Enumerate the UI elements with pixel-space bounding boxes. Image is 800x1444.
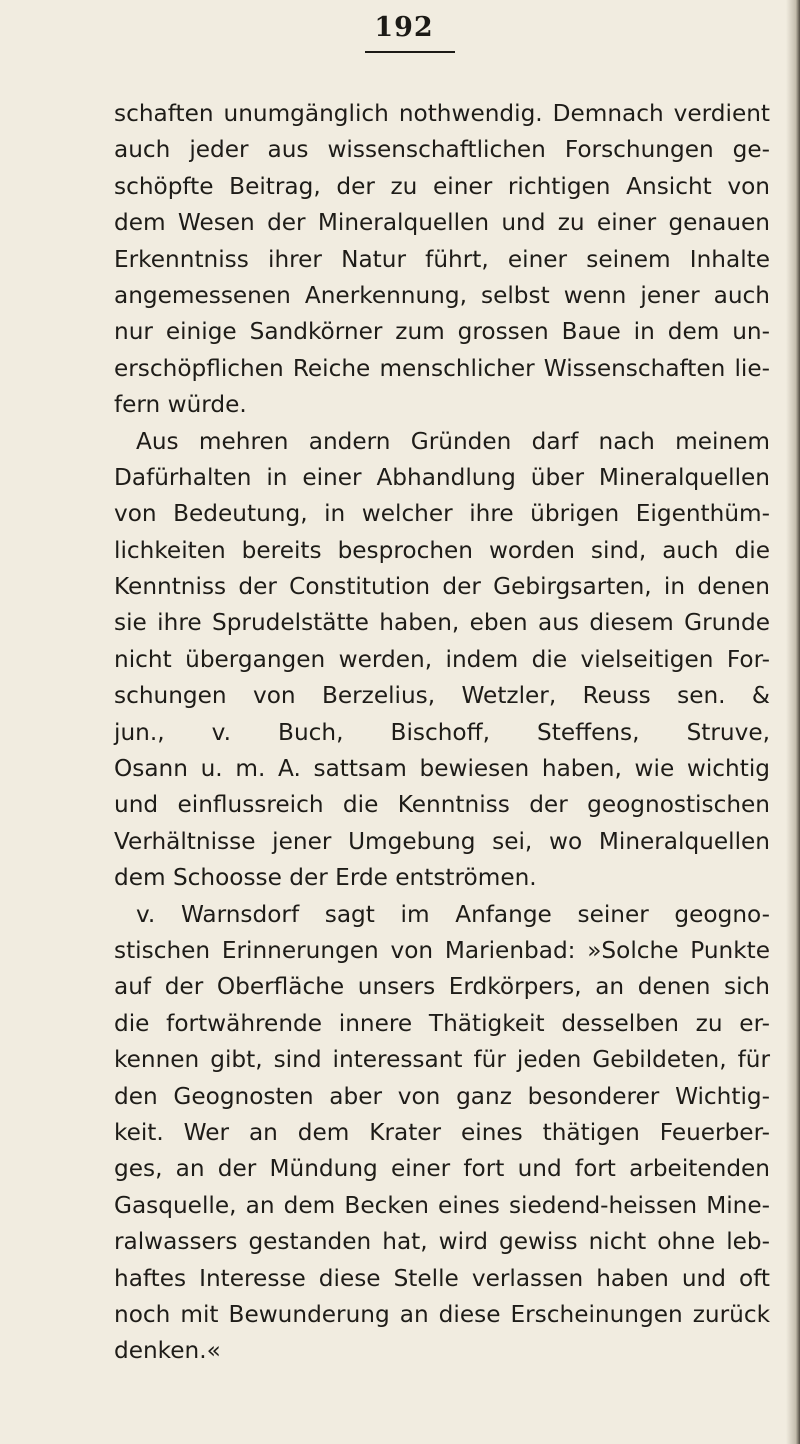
text-line: die fortwährende innere Thätigkeit desselben zu er- bbox=[114, 1009, 770, 1037]
text-line: stischen Erinnerungen von Marienbad: »Solche Punkte bbox=[114, 936, 770, 964]
text-line: auch jeder aus wissenschaftlichen Forschungen ge- bbox=[114, 136, 770, 164]
text-line: dem Wesen der Mineralquellen und zu einer genauen bbox=[114, 209, 770, 237]
text-line: v. Warnsdorf sagt im Anfange seiner geogno- bbox=[136, 900, 770, 928]
page-number-rule bbox=[365, 51, 455, 53]
text-line: schungen von Berzelius, Wetzler, Reuss sen. & bbox=[114, 682, 770, 710]
text-line: schaften unumgänglich nothwendig. Demnach verdient bbox=[114, 100, 770, 127]
text-line: Osann u. m. A. sattsam bewiesen haben, wie wichtig bbox=[114, 755, 770, 783]
text-line: und einflussreich die Kenntniss der geognostischen bbox=[114, 791, 770, 819]
text-line: haftes Interesse diese Stelle verlassen haben und oft bbox=[114, 1264, 770, 1292]
text-line: Gasquelle, an dem Becken eines siedend-heissen Mine- bbox=[114, 1191, 770, 1219]
text-line: Aus mehren andern Gründen darf nach meinem bbox=[136, 427, 770, 455]
text-line: Verhältnisse jener Umgebung sei, wo Mineralquellen bbox=[114, 827, 770, 855]
text-line: nur einige Sandkörner zum grossen Baue in dem un- bbox=[114, 318, 770, 346]
text-line: kennen gibt, sind interessant für jeden Gebildeten, für bbox=[114, 1046, 770, 1074]
text-line: auf der Oberfläche unsers Erdkörpers, an denen sich bbox=[114, 973, 770, 1001]
page-edge-shadow bbox=[786, 0, 800, 1444]
text-line: dem Schoosse der Erde entströmen. bbox=[114, 864, 537, 892]
text-line: denken.« bbox=[114, 1337, 221, 1365]
text-line: schöpfte Beitrag, der zu einer richtigen Ansicht von bbox=[114, 172, 770, 200]
text-line: nicht übergangen werden, indem die vielseitigen For- bbox=[114, 645, 770, 673]
text-line: lichkeiten bereits besprochen worden sind, auch die bbox=[114, 536, 770, 564]
text-line: keit. Wer an dem Krater eines thätigen Feuerber- bbox=[114, 1118, 770, 1146]
text-line: Erkenntniss ihrer Natur führt, einer seinem Inhalte bbox=[114, 245, 770, 273]
text-line: von Bedeutung, in welcher ihre übrigen Eigenthüm- bbox=[114, 500, 770, 528]
text-line: den Geognosten aber von ganz besonderer Wichtig- bbox=[114, 1082, 770, 1110]
page-number: 192 bbox=[374, 12, 434, 43]
text-line: sie ihre Sprudelstätte haben, eben aus diesem Grunde bbox=[114, 609, 770, 637]
text-line: fern würde. bbox=[114, 391, 247, 419]
text-line: jun., v. Buch, Bischoff, Steffens, Struve, bbox=[114, 718, 770, 746]
text-line: angemessenen Anerkennung, selbst wenn jener auch bbox=[114, 281, 770, 309]
text-line: ralwassers gestanden hat, wird gewiss nicht ohne leb- bbox=[114, 1228, 770, 1256]
text-line: Kenntniss der Constitution der Gebirgsarten, in denen bbox=[114, 573, 770, 601]
text-line: ges, an der Mündung einer fort und fort arbeitenden bbox=[114, 1155, 770, 1183]
text-line: noch mit Bewunderung an diese Erscheinungen zurück bbox=[114, 1300, 770, 1328]
text-line: erschöpflichen Reiche menschlicher Wissenschaften lie- bbox=[114, 354, 770, 382]
text-line: Dafürhalten in einer Abhandlung über Mineralquellen bbox=[114, 463, 770, 491]
body-text bbox=[114, 96, 770, 1370]
